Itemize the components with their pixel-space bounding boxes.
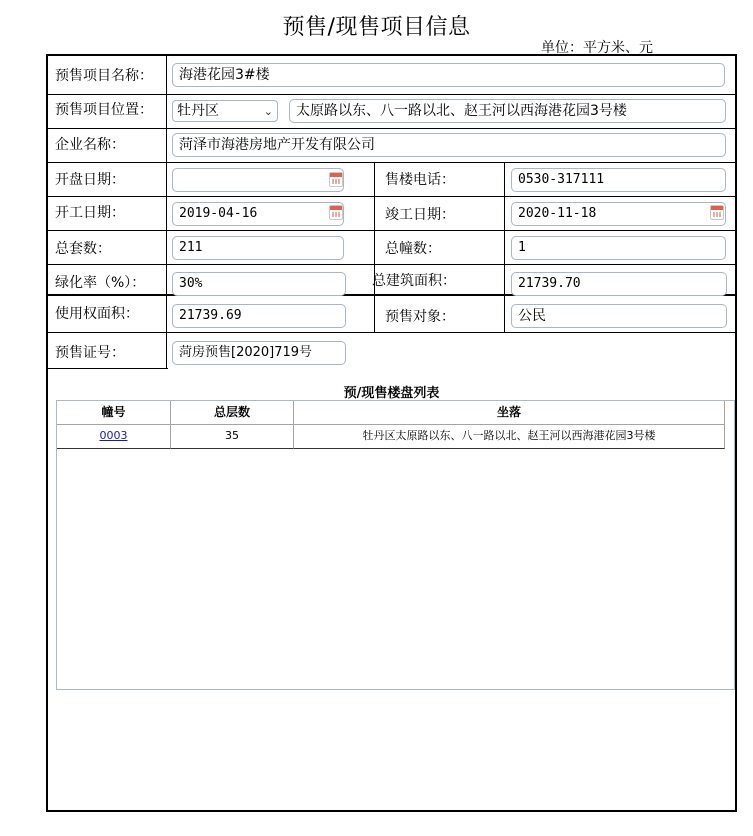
unit-note: 单位：平方米、元 — [541, 40, 653, 56]
col-header-location: 坐落 — [294, 401, 725, 425]
greening-rate-label: 绿化率（%）： — [55, 275, 146, 291]
table-cell-floors: 35 — [171, 425, 294, 449]
row-divider — [48, 162, 735, 163]
table-cell-location: 牡丹区太原路以东、八一路以北、赵王河以西海港花园3号楼 — [294, 425, 725, 449]
sale-target-label: 预售对象： — [385, 309, 455, 325]
table-cell-building-no — [57, 425, 171, 449]
project-name-input[interactable]: 海港花园3#楼 — [172, 63, 725, 87]
total-floor-area-label: 总建筑面积： — [372, 273, 456, 289]
row-divider — [48, 128, 735, 129]
open-date-label: 开盘日期： — [55, 172, 125, 188]
project-name-label: 预售项目名称： — [55, 68, 153, 84]
total-floor-area-input[interactable]: 21739.70 — [511, 272, 727, 296]
chevron-down-icon: ⌄ — [263, 105, 273, 118]
total-buildings-input[interactable]: 1 — [511, 236, 726, 260]
col-header-floors: 总层数 — [171, 401, 294, 425]
building-list-table — [56, 400, 735, 690]
row-divider — [48, 196, 735, 197]
project-info-form — [46, 54, 737, 812]
col-header-building-no: 幢号 — [57, 401, 171, 425]
row-divider — [48, 264, 735, 265]
open-date-input[interactable] — [172, 168, 344, 192]
presale-permit-label: 预售证号： — [55, 345, 125, 361]
address-input[interactable]: 太原路以东、八一路以北、赵王河以西海港花园3号楼 — [289, 99, 726, 123]
page-title: 预售/现售项目信息 — [282, 15, 471, 40]
row-divider — [48, 230, 735, 231]
start-date-label: 开工日期： — [55, 205, 125, 221]
sales-phone-label: 售楼电话： — [385, 172, 455, 188]
sales-phone-input[interactable]: 0530-317111 — [511, 168, 726, 192]
col-divider — [166, 56, 167, 368]
presale-permit-input[interactable]: 菏房预售[2020]719号 — [172, 341, 346, 365]
row-divider — [48, 332, 735, 333]
start-date-input[interactable]: 2019-04-16 — [172, 202, 344, 226]
use-right-area-label: 使用权面积： — [55, 306, 139, 322]
list-title: 预/现售楼盘列表 — [343, 386, 440, 401]
calendar-icon[interactable] — [329, 172, 343, 187]
district-select-value: 牡丹区 — [177, 103, 219, 119]
building-link[interactable]: 0003 — [99, 429, 128, 442]
sale-target-input[interactable]: 公民 — [511, 304, 727, 328]
col-divider — [504, 162, 505, 332]
use-right-area-input[interactable]: 21739.69 — [172, 304, 346, 328]
total-units-label: 总套数： — [55, 241, 111, 257]
col-divider — [374, 162, 375, 332]
calendar-icon[interactable] — [710, 205, 724, 220]
row-divider — [48, 94, 735, 95]
district-select[interactable] — [172, 100, 278, 122]
project-location-label: 预售项目位置： — [55, 102, 153, 118]
calendar-icon[interactable] — [329, 205, 343, 220]
company-label: 企业名称： — [55, 137, 125, 153]
company-input[interactable]: 菏泽市海港房地产开发有限公司 — [172, 133, 726, 157]
row-divider — [48, 368, 168, 369]
completion-date-input[interactable]: 2020-11-18 — [511, 202, 726, 226]
completion-date-label: 竣工日期： — [385, 207, 455, 223]
greening-rate-input[interactable]: 30% — [172, 272, 346, 296]
total-buildings-label: 总幢数： — [385, 241, 441, 257]
total-units-input[interactable]: 211 — [172, 236, 344, 260]
